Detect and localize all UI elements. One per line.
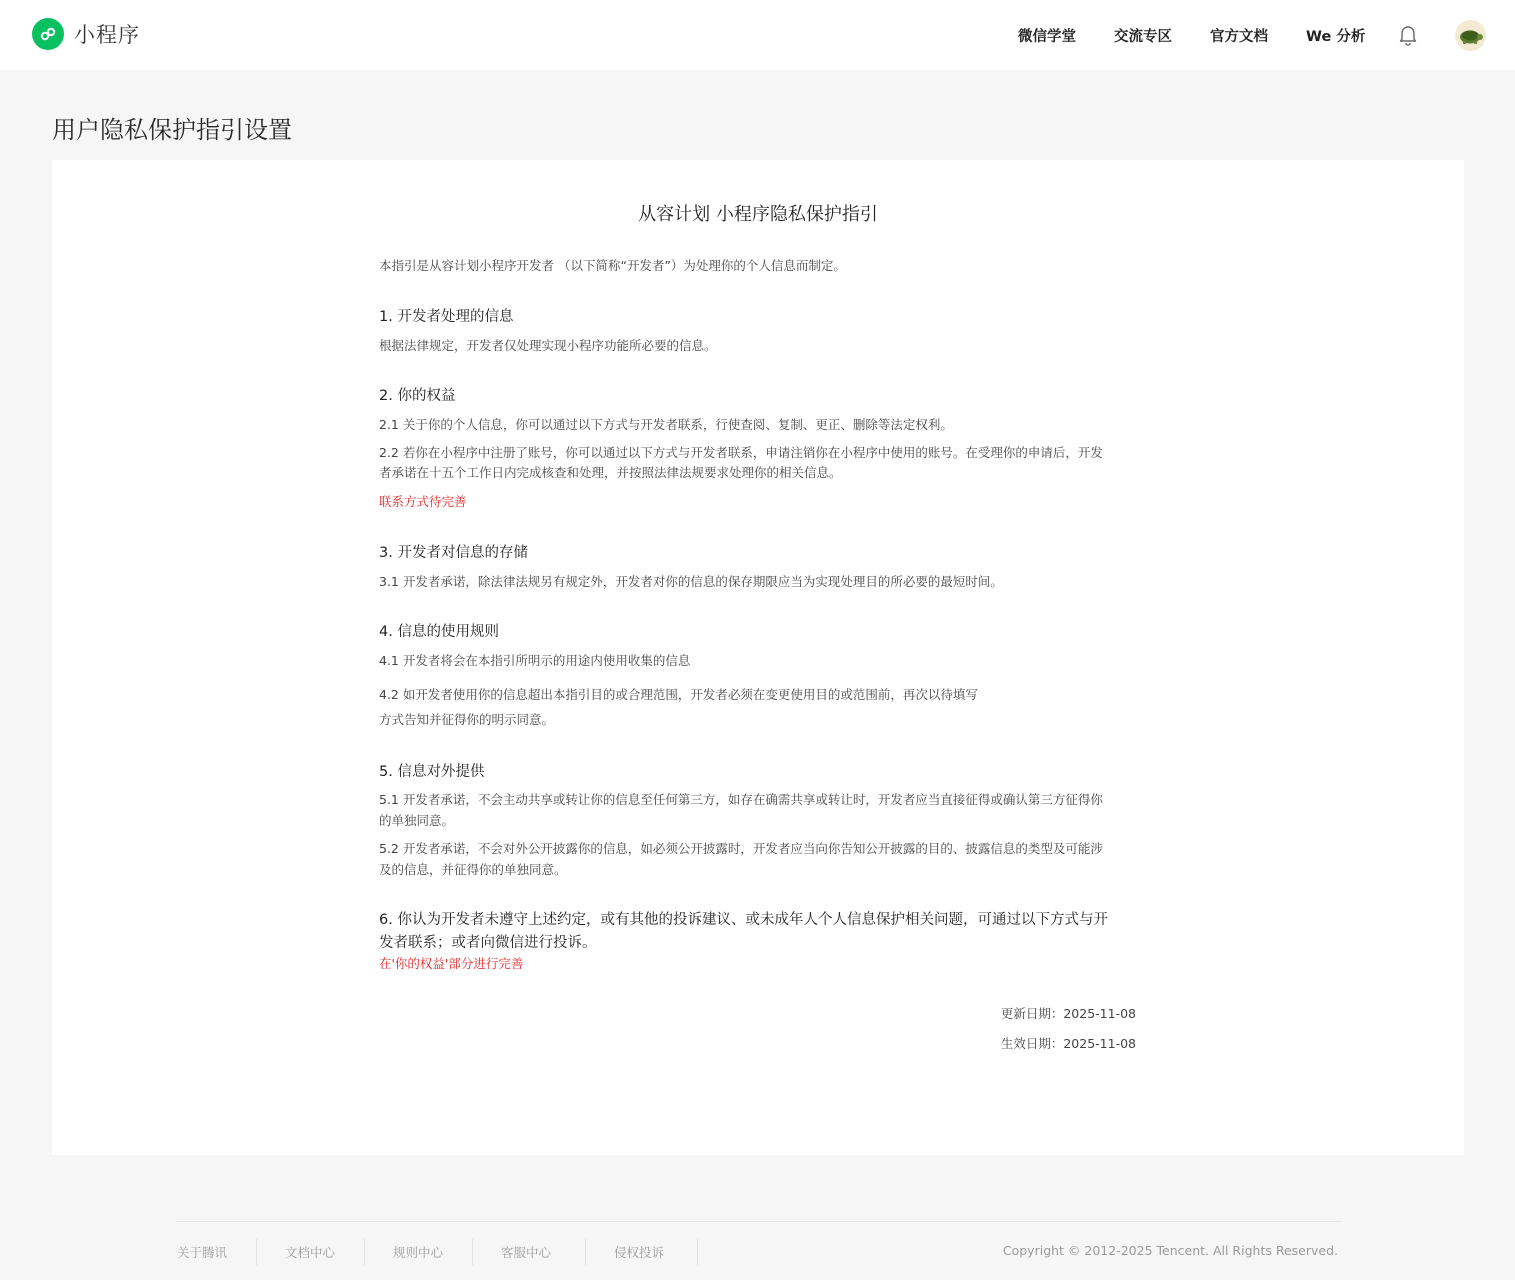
mini-program-logo-icon — [32, 18, 64, 50]
footer-separator — [585, 1239, 586, 1265]
rights-pending-link[interactable]: 在'你的权益'部分进行完善 — [379, 956, 524, 971]
intro-text: 本指引是从容计划小程序开发者 （以下简称“开发者”）为处理你的个人信息而制定。 — [379, 258, 846, 273]
section-6-line1: 6. 你认为开发者未遵守上述约定，或有其他的投诉建议、或未成年人个人信息保护相关问题，可通过以下方式与开 — [379, 912, 1108, 928]
section-6-line2: 发者联系；或者向微信进行投诉。 — [379, 935, 597, 951]
footer-link-docs-center[interactable]: 文档中心 — [285, 1245, 336, 1260]
section-1-title: 1. 开发者处理的信息 — [379, 309, 514, 325]
nav-we-analysis[interactable]: We 分析 — [1306, 29, 1366, 45]
footer-link-rules-center[interactable]: 规则中心 — [393, 1245, 444, 1260]
footer-separator — [472, 1239, 473, 1265]
contact-pending-link[interactable]: 联系方式待完善 — [379, 494, 467, 509]
avatar[interactable] — [1455, 20, 1486, 51]
section-5-2-line1: 5.2 开发者承诺，不会对外公开披露你的信息，如必须公开披露时，开发者应当向你告知公开披露的目的、披露信息的类型及可能涉 — [379, 841, 1103, 856]
section-4-1-text: 4.1 开发者将会在本指引所明示的用途内使用收集的信息 — [379, 653, 691, 668]
section-4-2-line1: 4.2 如开发者使用你的信息超出本指引目的或合理范围，开发者必须在变更使用目的或范围前，再次以待填写 — [379, 687, 978, 702]
section-5-1-line1: 5.1 开发者承诺，不会主动共享或转让你的信息至任何第三方，如存在确需共享或转让时，开发者应当直接征得或确认第三方征得你 — [379, 792, 1103, 807]
section-4-title: 4. 信息的使用规则 — [379, 624, 499, 640]
top-header — [0, 0, 1515, 70]
section-4-2-line2: 方式告知并征得你的明示同意。 — [379, 712, 555, 727]
section-5-1-line2: 的单独同意。 — [379, 813, 455, 828]
footer-link-infringement[interactable]: 侵权投诉 — [614, 1245, 665, 1260]
footer-separator — [697, 1239, 698, 1265]
nav-wechat-academy[interactable]: 微信学堂 — [1018, 29, 1076, 45]
footer-link-service-center[interactable]: 客服中心 — [501, 1245, 552, 1260]
footer-separator — [364, 1239, 365, 1265]
section-2-title: 2. 你的权益 — [379, 388, 456, 404]
section-1-text: 根据法律规定，开发者仅处理实现小程序功能所必要的信息。 — [379, 338, 717, 353]
nav-community[interactable]: 交流专区 — [1114, 29, 1172, 45]
page-title: 用户隐私保护指引设置 — [52, 116, 292, 144]
privacy-guide-card — [52, 160, 1464, 1155]
document-title: 从容计划 小程序隐私保护指引 — [638, 204, 878, 225]
effective-date: 生效日期：2025-11-08 — [1000, 1036, 1136, 1051]
logo-text: 小程序 — [74, 23, 140, 47]
section-5-2-line2: 及的信息，并征得你的单独同意。 — [379, 862, 567, 877]
section-5-title: 5. 信息对外提供 — [379, 764, 485, 780]
section-2-2-line1: 2.2 若你在小程序中注册了账号，你可以通过以下方式与开发者联系，申请注销你在小程序中使用的账号。在受理你的申请后，开发 — [379, 445, 1103, 460]
copyright-text: Copyright © 2012-2025 Tencent. All Rights Reserved. — [1002, 1243, 1338, 1258]
nav-official-docs[interactable]: 官方文档 — [1210, 29, 1268, 45]
section-3-title: 3. 开发者对信息的存储 — [379, 545, 528, 561]
updated-date: 更新日期：2025-11-08 — [1000, 1006, 1136, 1021]
footer-divider — [176, 1221, 1342, 1222]
section-3-1-text: 3.1 开发者承诺，除法律法规另有规定外，开发者对你的信息的保存期限应当为实现处理目的所必要的最短时间。 — [379, 574, 1003, 589]
section-2-1-text: 2.1 关于你的个人信息，你可以通过以下方式与开发者联系，行使查阅、复制、更正、删除等法定权利。 — [379, 417, 953, 432]
footer-separator — [256, 1239, 257, 1265]
bell-icon[interactable] — [1398, 24, 1418, 46]
section-2-2-line2: 者承诺在十五个工作日内完成核查和处理，并按照法律法规要求处理你的相关信息。 — [379, 465, 842, 480]
logo[interactable] — [32, 18, 140, 50]
footer-link-about-tencent[interactable]: 关于腾讯 — [177, 1245, 228, 1260]
